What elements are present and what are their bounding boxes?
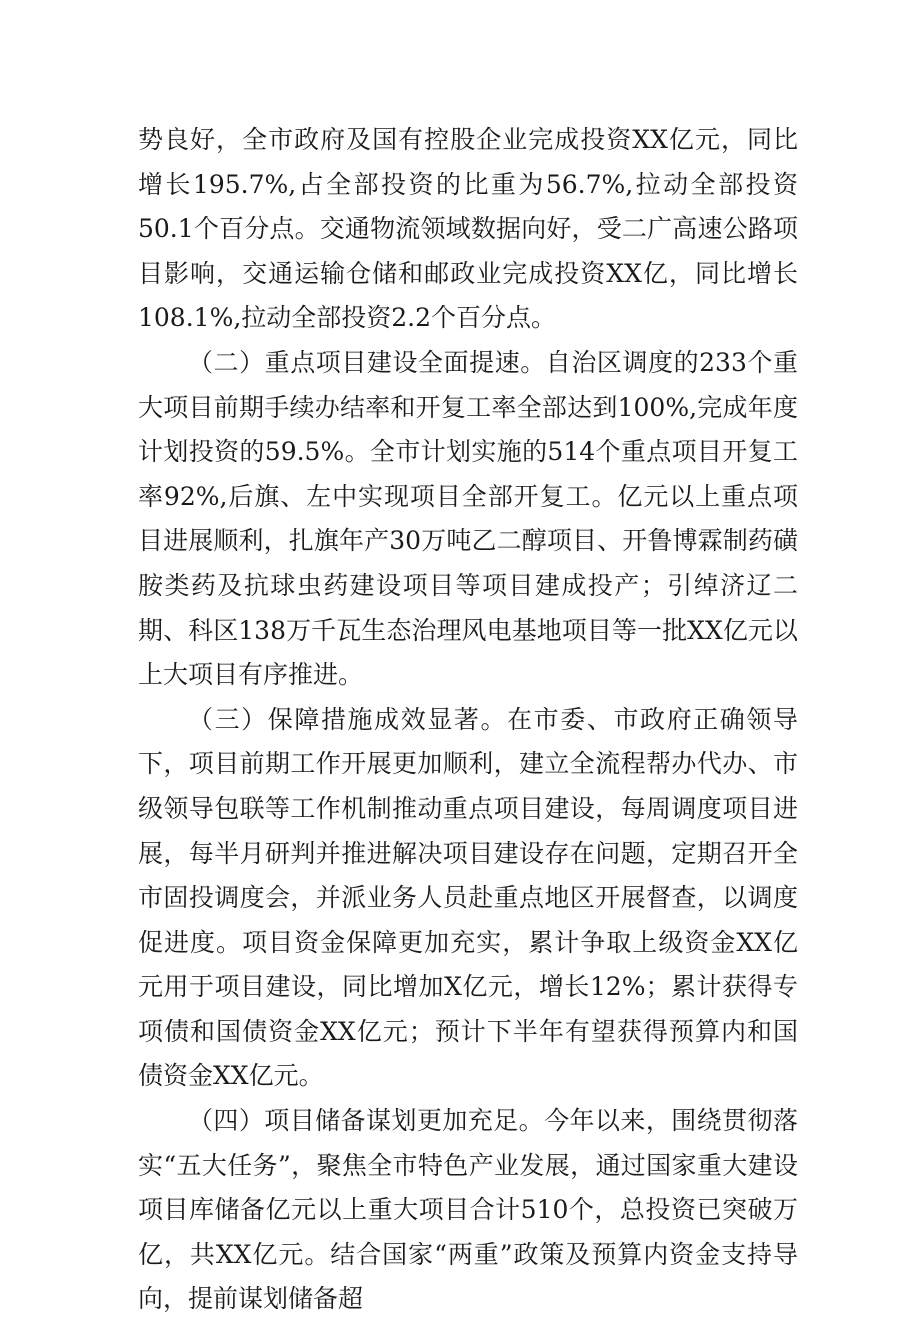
paragraph-investment-continuation: 势良好，全市政府及国有控股企业完成投资XX亿元，同比增长195.7%,占全部投资的比重为56.7%,拉动全部投资50.1个百分点。交通物流领域数据向好，受二广高速公路项目影响，交通运输仓储和邮政业完成投资XX亿，同比增长108.1%,拉动全部投资2.2个百分点。 [138,125,798,333]
document-body [138,118,798,1322]
paragraph-key-projects: （二）重点项目建设全面提速。自治区调度的233个重大项目前期手续办结率和开复工率全部达到100%,完成年度计划投资的59.5%。全市计划实施的514个重点项目开复工率92%,后旗、左中实现项目全部开复工。亿元以上重点项目进展顺利，扎旗年产30万吨乙二醇项目、开鲁博霖制药磺胺类药及抗球虫药建设项目等项目建成投产；引绰济辽二期、科区138万千瓦生态治理风电基地项目等一批XX亿元以上大项目有序推进。 [138,347,798,690]
paragraph-project-reserve: （四）项目储备谋划更加充足。今年以来，围绕贯彻落实“五大任务”，聚焦全市特色产业发展，通过国家重大建设项目库储备亿元以上重大项目合计510个，总投资已突破万亿，共XX亿元。结合国家“两重”政策及预算内资金支持导向，提前谋划储备超 [138,1106,798,1314]
paragraph-safeguard-measures: （三）保障措施成效显著。在市委、市政府正确领导下，项目前期工作开展更加顺利，建立全流程帮办代办、市级领导包联等工作机制推动重点项目建设，每周调度项目进展，每半月研判并推进解决项目建设存在问题，定期召开全市固投调度会，并派业务人员赴重点地区开展督查，以调度促进度。项目资金保障更加充实，累计争取上级资金XX亿元用于项目建设，同比增加X亿元，增长12%；累计获得专项债和国债资金XX亿元；预计下半年有望获得预算内和国债资金XX亿元。 [138,704,798,1091]
